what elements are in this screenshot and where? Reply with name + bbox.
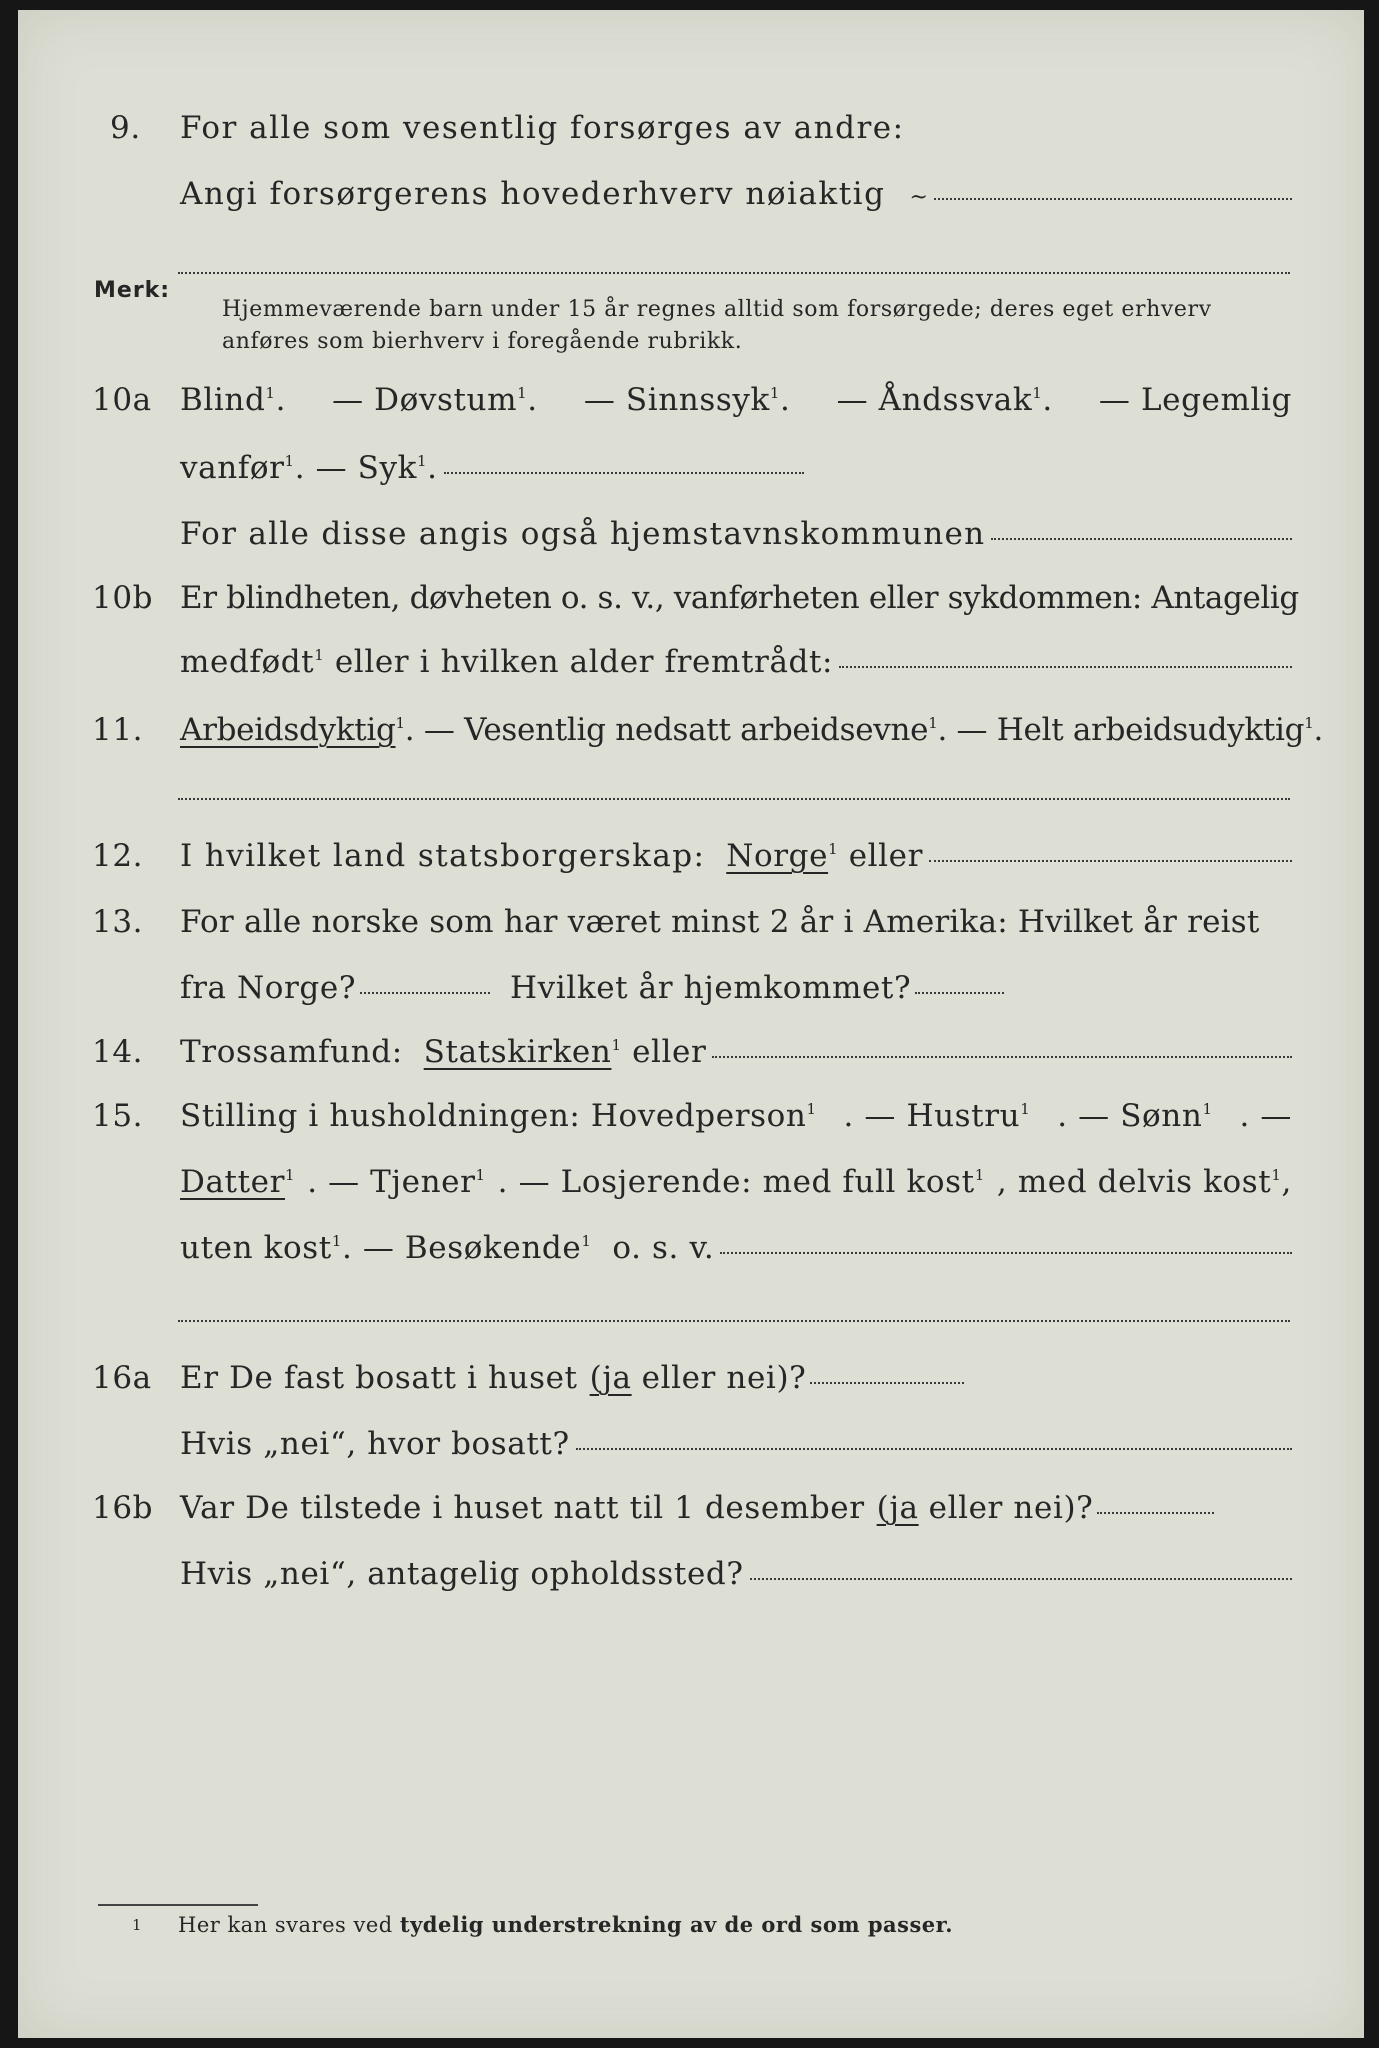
option-uten-kost[interactable]: uten kost: [180, 1230, 332, 1266]
note-text: anføres som bierhverv i foregående rubrikk.: [222, 329, 743, 354]
question-number: 10a: [92, 382, 152, 418]
option-sonn[interactable]: . — Sønn: [1057, 1098, 1203, 1134]
option-syk[interactable]: — Syk: [315, 450, 417, 486]
question-number: 11.: [92, 712, 144, 748]
question-13-line2: [18, 970, 1364, 1020]
question-9: [18, 110, 1364, 160]
question-number: 16a: [92, 1360, 152, 1396]
question-10b-line2: medfødt$^1$ eller i hvilken alder fremtrådt:: [18, 644, 1364, 694]
option-blind[interactable]: Blind: [180, 382, 266, 418]
question-number: 9.: [110, 110, 141, 146]
question-text: Hvilket år hjemkommet?: [510, 970, 912, 1006]
question-15-line3: uten kost$^1$. — Besøkende$^1$ o. s. v.: [18, 1230, 1364, 1280]
option-delvis-kost[interactable]: , med delvis kost: [996, 1164, 1272, 1200]
question-text: Trossamfund:: [180, 1034, 403, 1070]
question-text: Var De tilstede i huset natt til 1 desember: [180, 1490, 865, 1526]
question-9-answer-line: [18, 176, 1364, 226]
note-label: Merk:: [94, 278, 171, 303]
question-number: 16b: [92, 1490, 154, 1526]
option-full-kost[interactable]: . — Losjerende: med full kost: [497, 1164, 975, 1200]
question-text: Hvis „nei“, antagelig opholdssted?: [180, 1556, 744, 1592]
question-10b: [18, 580, 1364, 630]
question-text: eller nei)?: [641, 1360, 807, 1396]
option-eller: eller: [632, 1034, 707, 1070]
footnote-text: Her kan svares ved tydelig understrekning av de ord som passer.: [178, 1912, 954, 1937]
answer-field[interactable]: [444, 471, 804, 474]
answer-field[interactable]: [750, 1577, 1292, 1580]
question-10a: 10a Blind$^1$. — Døvstum$^1$. — Sinnssyk$^1$. — Åndssvak$^1$. — Legemlig: [92, 382, 1292, 418]
question-text: o. s. v.: [612, 1230, 715, 1266]
census-form-page: [18, 10, 1364, 2038]
option-eller: eller: [848, 838, 924, 874]
question-15: 15. Stilling i husholdningen: Hovedperson$^1$ . — Hustru$^1$ . — Sønn$^1$ . —: [92, 1098, 1292, 1134]
option-hustru[interactable]: . — Hustru: [843, 1098, 1021, 1134]
option-dovstum[interactable]: — Døvstum: [332, 382, 518, 418]
option-arbeidsdyktig[interactable]: Arbeidsdyktig: [180, 712, 396, 748]
question-16a: [18, 1360, 1364, 1410]
answer-field[interactable]: [178, 798, 1290, 800]
answer-field[interactable]: [839, 665, 1292, 668]
answer-field[interactable]: [934, 197, 1292, 200]
option-vanfor[interactable]: vanfør: [180, 450, 285, 486]
answer-field[interactable]: [178, 272, 1290, 274]
question-text: For alle norske som har været minst 2 år i Amerika: Hvilket år reist: [180, 904, 1260, 940]
question-number: 13.: [92, 904, 144, 940]
answer-field[interactable]: [915, 992, 1004, 994]
question-text: I hvilket land statsborgerskap:: [180, 838, 706, 874]
answer-field[interactable]: [712, 1055, 1292, 1058]
option-tjener[interactable]: . — Tjener: [307, 1164, 476, 1200]
footnote-number: 1: [132, 1916, 142, 1934]
question-text: eller nei)?: [928, 1490, 1094, 1526]
answer-field[interactable]: [178, 1320, 1290, 1322]
question-16b-line2: [18, 1556, 1364, 1606]
question-11: 11. Arbeidsdyktig$^1$. — Vesentlig nedsatt arbeidsevne$^1$. — Helt arbeidsudyktig$^1$.: [92, 712, 1324, 748]
question-number: 10b: [92, 580, 154, 616]
option-sinnssyk[interactable]: — Sinnssyk: [583, 382, 770, 418]
option-ja[interactable]: (ja: [876, 1490, 919, 1526]
answer-field[interactable]: [1097, 1512, 1214, 1514]
question-15-line2: Datter$^1$ . — Tjener$^1$ . — Losjerende: med full kost$^1$ , med delvis kost$^1$,: [180, 1164, 1292, 1200]
option-statskirken[interactable]: Statskirken: [423, 1034, 612, 1070]
answer-field[interactable]: [929, 859, 1292, 862]
answer-field[interactable]: [991, 537, 1292, 540]
question-text: Hvis „nei“, hvor bosatt?: [180, 1426, 570, 1462]
footnote-rule: [98, 1904, 258, 1906]
question-10a-line3: [18, 516, 1364, 566]
option-norge[interactable]: Norge: [726, 838, 829, 874]
question-text: Er De fast bosatt i huset: [180, 1360, 578, 1396]
question-16b: [18, 1490, 1364, 1540]
question-13: [18, 904, 1364, 954]
question-10a-line2: vanfør$^1$. — Syk$^1$.: [18, 450, 1364, 500]
option-besokende[interactable]: . — Besøkende: [341, 1230, 582, 1266]
option-datter[interactable]: Datter: [180, 1164, 286, 1200]
option-legemlig[interactable]: — Legemlig: [1098, 382, 1292, 418]
question-text: For alle disse angis også hjemstavnskommunen: [180, 516, 986, 552]
option-ja[interactable]: (ja: [589, 1360, 632, 1396]
option-nedsatt[interactable]: . — Vesentlig nedsatt arbeidsevne: [404, 712, 929, 748]
answer-field[interactable]: [720, 1251, 1292, 1254]
question-text: For alle som vesentlig forsørges av andre:: [180, 110, 905, 146]
answer-field[interactable]: [576, 1447, 1292, 1450]
option-udyktig[interactable]: . — Helt arbeidsudyktig: [937, 712, 1305, 748]
answer-field[interactable]: [810, 1382, 964, 1384]
option-medfodt[interactable]: medfødt: [180, 644, 315, 680]
option-hovedperson[interactable]: Stilling i husholdningen: Hovedperson: [180, 1098, 807, 1134]
question-12: 12. I hvilket land statsborgerskap: Norge$^1$ eller: [18, 838, 1364, 888]
answer-field[interactable]: [360, 992, 490, 994]
question-number: 14.: [92, 1034, 144, 1070]
handwritten-mark: ~: [909, 185, 929, 210]
question-14: 14. Trossamfund: Statskirken$^1$ eller: [18, 1034, 1364, 1084]
option-andssvak[interactable]: — Åndssvak: [836, 382, 1033, 418]
question-text: Angi forsørgerens hovederhverv nøiaktig: [180, 176, 886, 212]
question-text: fra Norge?: [180, 970, 357, 1006]
note-text: Hjemmeværende barn under 15 år regnes alltid som forsørgede; deres eget erhverv: [222, 297, 1212, 322]
question-number: 12.: [92, 838, 144, 874]
question-text: Er blindheten, døvheten o. s. v., vanførheten eller sykdommen: Antagelig: [180, 580, 1299, 616]
question-16a-line2: [18, 1426, 1364, 1476]
question-text: eller i hvilken alder fremtrådt:: [334, 644, 834, 680]
question-number: 15.: [92, 1098, 144, 1134]
